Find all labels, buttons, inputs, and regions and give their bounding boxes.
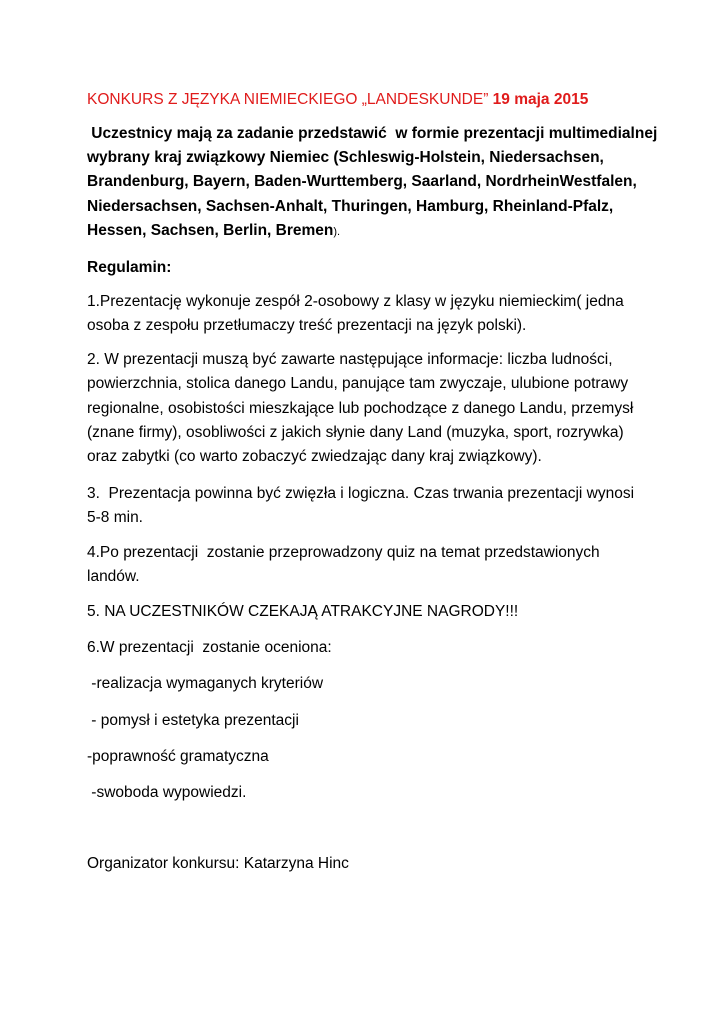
rule-4 — [87, 541, 667, 590]
criteria-item: -swoboda wypowiedzi. — [87, 784, 247, 801]
intro-last-text: Hessen, Sachsen, Berlin, Bremen — [87, 221, 334, 239]
title-date: 19 maja 2015 — [492, 91, 589, 108]
intro-line-last — [87, 219, 667, 244]
intro-line: Uczestnicy mają za zadanie przedstawić w formie prezentacji multimedialnej — [87, 125, 658, 142]
rule-line: (znane firmy), osobliwości z jakich słynie dany Land (muzyka, sport, rozrywka) — [87, 423, 624, 441]
rule-line: 2. W prezentacji muszą być zawarte następujące informacje: liczba ludności, — [87, 351, 613, 368]
rule-line: osoba z zespołu przetłumaczy treść prezentacji na język polski). — [87, 317, 527, 335]
title-main: KONKURS Z JĘZYKA NIEMIECKIEGO „LANDESKUNDE” — [87, 91, 489, 108]
criteria-item: -realizacja wymaganych kryteriów — [87, 675, 324, 692]
regulamin-heading: Regulamin: — [87, 259, 172, 276]
rule-line: powierzchnia, stolica danego Landu, panujące tam zwyczaje, ulubione potrawy — [87, 375, 629, 393]
rule-1 — [87, 290, 667, 339]
rule-line: regionalne, osobistości mieszkające lub pochodzące z danego Landu, przemysł — [87, 399, 634, 417]
rule-5: 5. NA UCZESTNIKÓW CZEKAJĄ ATRAKCYJNE NAGRODY!!! — [87, 603, 519, 620]
rule-6: 6.W prezentacji zostanie oceniona: — [87, 639, 332, 656]
rule-line: 1.Prezentację wykonuje zespół 2-osobowy z klasy w języku niemieckim( jedna — [87, 293, 624, 310]
criteria-item: - pomysł i estetyka prezentacji — [87, 712, 299, 729]
criteria-item: -poprawność gramatyczna — [87, 748, 269, 765]
organizer: Organizator konkursu: Katarzyna Hinc — [87, 855, 349, 872]
document-title — [87, 88, 588, 112]
rule-line: 5-8 min. — [87, 509, 143, 527]
intro-tail: ). — [333, 225, 341, 238]
rule-line: landów. — [87, 568, 140, 586]
rule-line: 3. Prezentacja powinna być zwięzła i logiczna. Czas trwania prezentacji wynosi — [87, 485, 635, 502]
intro-line: Niedersachsen, Sachsen-Anhalt, Thuringen, Hamburg, Rheinland-Pfalz, — [87, 197, 614, 215]
rule-3 — [87, 482, 667, 531]
intro-line: Brandenburg, Bayern, Baden-Wurttemberg, Saarland, NordrheinWestfalen, — [87, 173, 637, 191]
rule-2 — [87, 348, 667, 469]
intro-line: wybrany kraj związkowy Niemiec (Schleswig-Holstein, Niedersachsen, — [87, 149, 604, 167]
rule-line: 4.Po prezentacji zostanie przeprowadzony quiz na temat przedstawionych — [87, 544, 600, 561]
intro-paragraph — [87, 122, 667, 244]
rule-line: oraz zabytki (co warto zobaczyć zwiedzając dany kraj związkowy). — [87, 448, 542, 466]
